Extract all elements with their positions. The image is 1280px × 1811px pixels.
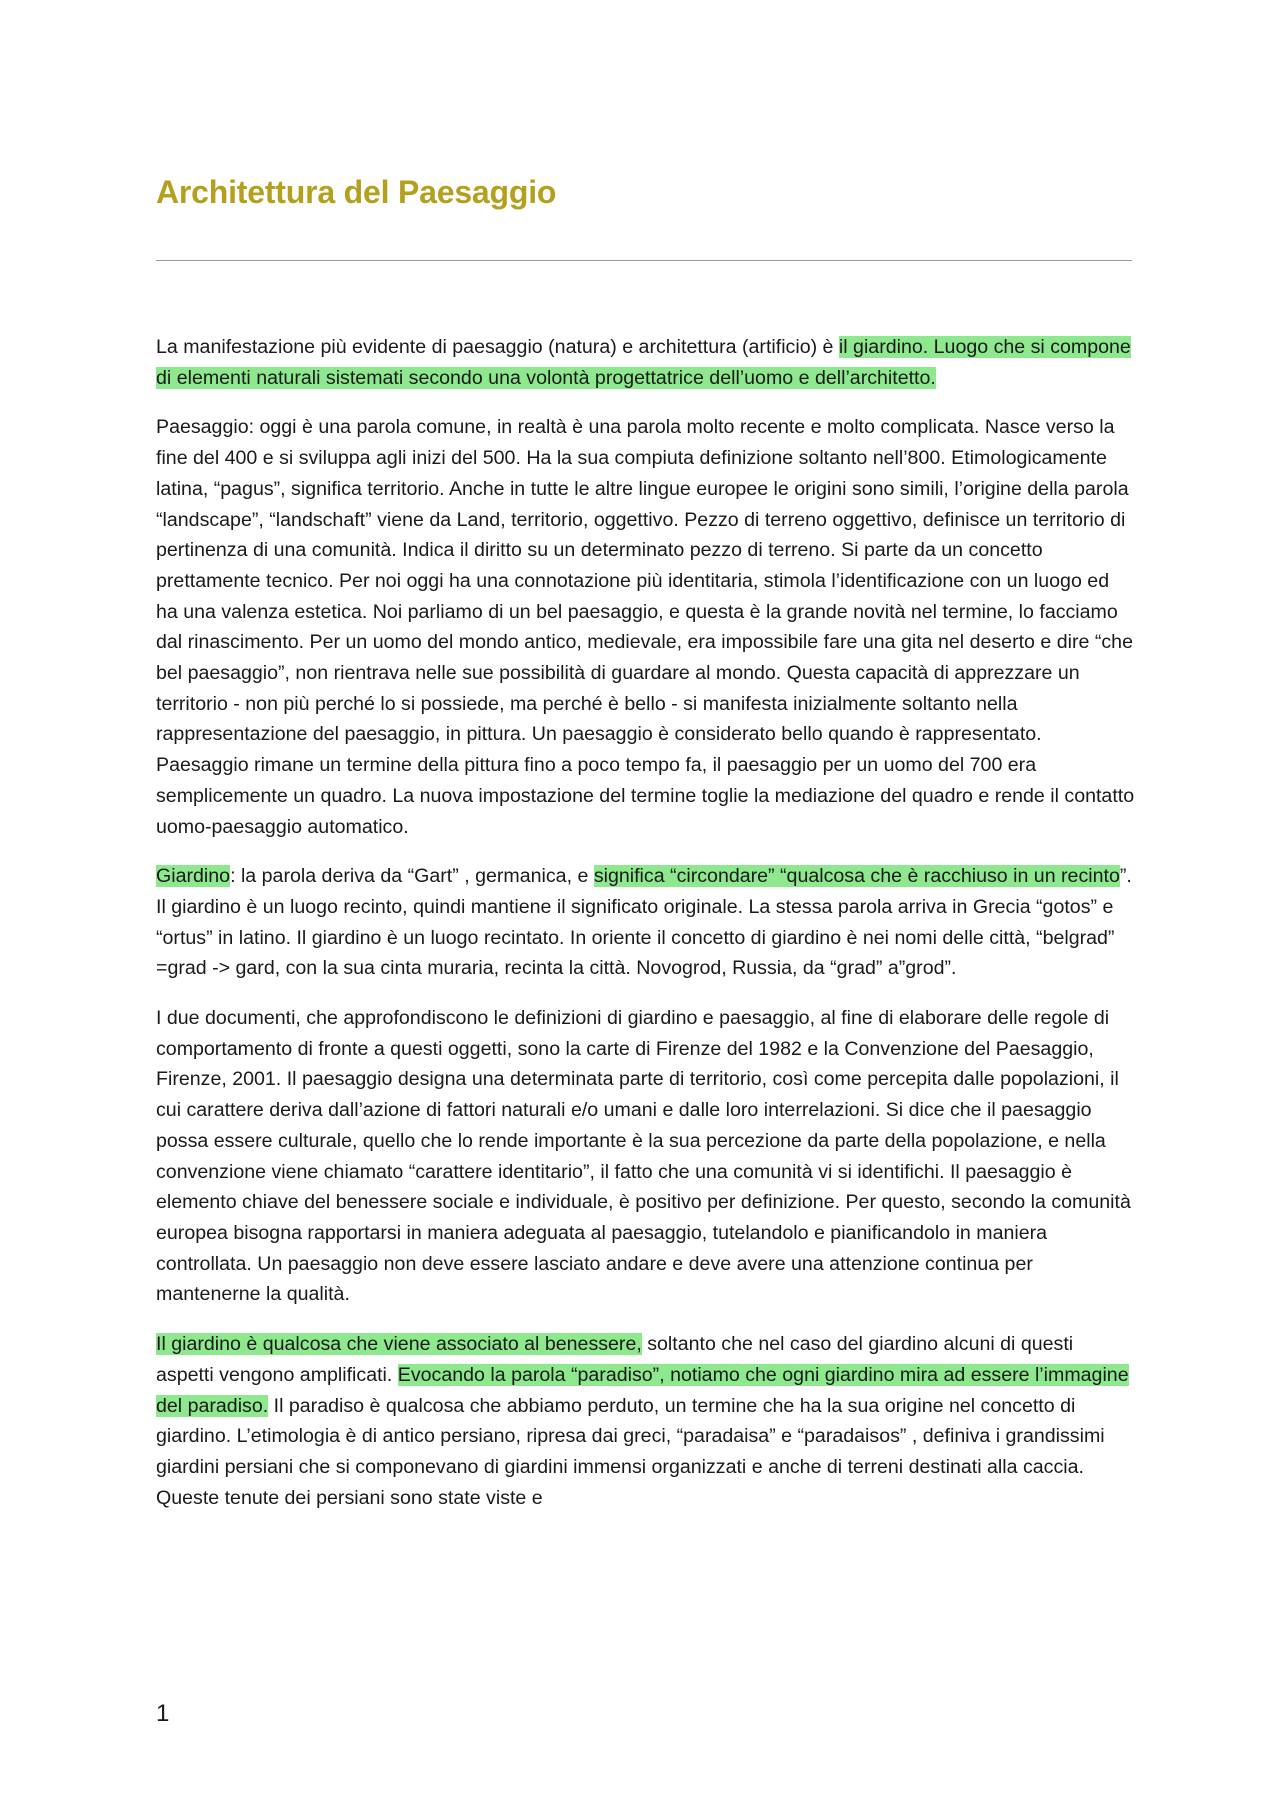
paragraph-text: ”. Il giardino è un luogo recinto, quindi mantiene il significato originale. La stessa parola arriva in Grecia “gotos” e “ortus” in latino. Il giardino è un luogo recintato. In oriente il concetto di giardino è nei nomi delle città, “belgrad” =grad -> gard, con la sua cinta muraria, recinta la città. Novogrod, Russia, da “grad” a”grod”.: [156, 865, 1132, 980]
paragraph-paesaggio: [156, 412, 1136, 842]
document-body: [156, 332, 1136, 1532]
highlighted-text: Giardino: [156, 865, 231, 888]
paragraph-text: Il paradiso è qualcosa che abbiamo perduto, un termine che ha la sua origine nel concetto di giardino. L’etimologia è di antico persiano, ripresa dai greci, “paradaisa” e “paradaisos” , definiva i grandissimi giardini persiani che si componevano di giardini immensi organizzati e anche di terreni destinati alla caccia. Queste tenute dei persiani sono state viste e: [156, 1394, 1105, 1509]
paragraph-text: soltanto che nel caso del giardino alcuni di questi aspetti vengono amplificati.: [156, 1333, 1074, 1386]
page-number: 1: [156, 1700, 170, 1727]
highlighted-text: il giardino. Luogo che si compone di elementi naturali sistemati secondo una volontà progettatrice dell’uomo e dell’architetto.: [156, 336, 1131, 389]
page-title: Architettura del Paesaggio: [156, 174, 557, 210]
highlighted-text: Evocando la parola “paradiso”, notiamo che ogni giardino mira ad essere l’immagine del paradiso.: [156, 1363, 1129, 1417]
paragraph-giardino-intro: [156, 332, 1136, 393]
highlighted-text: significa “circondare” “qualcosa che è racchiuso in un recinto: [593, 865, 1120, 888]
paragraph-text: Paesaggio: oggi è una parola comune, in realtà è una parola molto recente e molto complicata. Nasce verso la fine del 400 e si sviluppa agli inizi del 500. Ha la sua compiuta definizione soltanto nell’800. Etimologicamente latina, “pagus”, significa territorio. Anche in tutte le altre lingue europee le origini sono simili, l’origine della parola “landscape”, “landschaft” viene da Land, territorio, oggettivo. Pezzo di terreno oggettivo, definisce un territorio di pertinenza di una comunità. Indica il diritto su un determinato pezzo di terreno. Si parte da un concetto prettamente tecnico. Per noi oggi ha una connotazione più identitaria, stimola l’identificazione con un luogo ed ha una valenza estetica. Noi parliamo di un bel paesaggio, e questa è la grande novità nel termine, lo facciamo dal rinascimento. Per un uomo del mondo antico, medievale, era impossibile fare una gita nel deserto e dire “che bel paesaggio”, non rientrava nelle sue possibilità di guardare al mondo. Questa capacità di apprezzare un territorio - non più perché lo si possiede, ma perché è bello - si manifesta inizialmente soltanto nella rappresentazione del paesaggio, in pittura. Un paesaggio è considerato bello quando è rappresentato. Paesaggio rimane un termine della pittura fino a poco tempo fa, il paesaggio per un uomo del 700 era semplicemente un quadro. La nuova impostazione del termine toglie la mediazione del quadro e rende il contatto uomo-paesaggio automatico.: [156, 416, 1135, 838]
title-divider: [156, 260, 1132, 261]
paragraph-giardino-etimologia: [156, 861, 1136, 984]
paragraph-text: La manifestazione più evidente di paesaggio (natura) e architettura (artificio) è: [156, 336, 839, 358]
paragraph-paradiso: [156, 1329, 1136, 1513]
highlighted-text: Il giardino è qualcosa che viene associato al benessere,: [156, 1333, 642, 1356]
paragraph-documenti: [156, 1003, 1136, 1310]
paragraph-text: I due documenti, che approfondiscono le definizioni di giardino e paesaggio, al fine di elaborare delle regole di comportamento di fronte a questi oggetti, sono la carte di Firenze del 1982 e la Convenzione del Paesaggio, Firenze, 2001. Il paesaggio designa una determinata parte di territorio, così come percepita dalle popolazioni, il cui carattere deriva dall’azione di fattori naturali e/o umani e dalle loro interrelazioni. Si dice che il paesaggio possa essere culturale, quello che lo rende importante è la sua percezione da parte della popolazione, e nella convenzione viene chiamato “carattere identitario”, il fatto che una comunità vi si identifichi. Il paesaggio è elemento chiave del benessere sociale e individuale, è positivo per definizione. Per questo, secondo la comunità europea bisogna rapportarsi in maniera adeguata al paesaggio, tutelandolo e pianificandolo in maniera controllata. Un paesaggio non deve essere lasciato andare e deve avere una attenzione continua per mantenerne la qualità.: [156, 1007, 1131, 1306]
paragraph-text: : la parola deriva da “Gart” , germanica, e: [230, 865, 594, 888]
